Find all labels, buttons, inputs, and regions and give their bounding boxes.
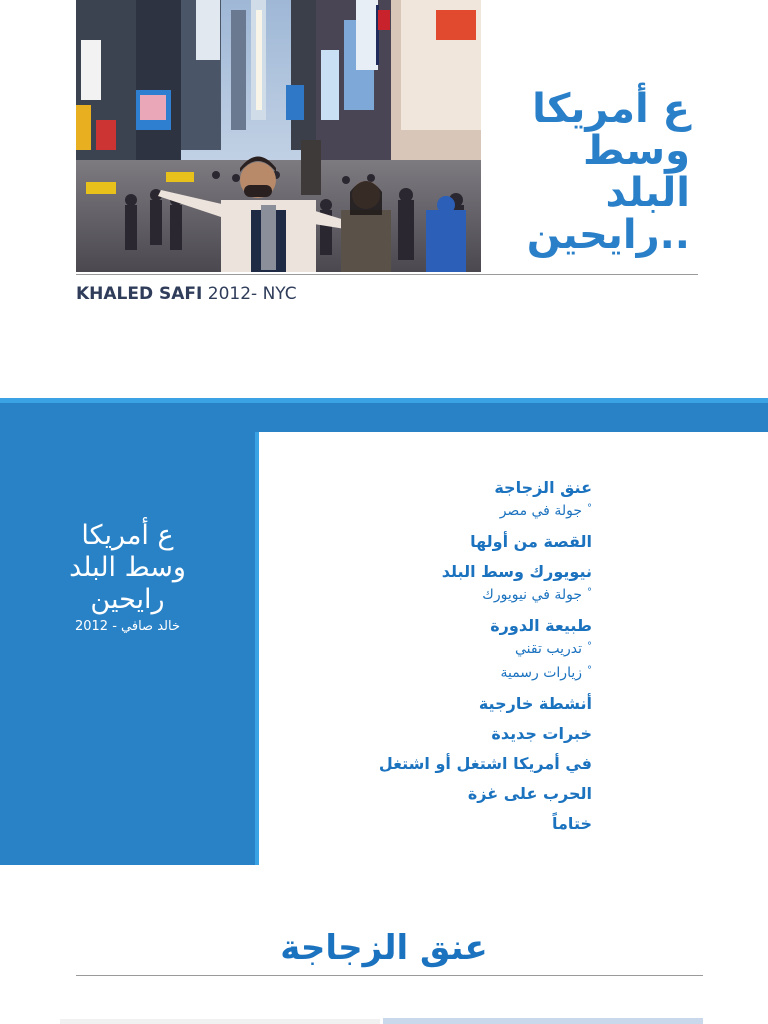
bullet-icon: ° xyxy=(587,641,592,652)
toc-panel-title-line: وسط البلد xyxy=(69,552,186,583)
toc-subentry-label: تدريب تقني xyxy=(515,641,582,657)
cover-divider xyxy=(76,274,698,275)
cover-title-line: وسط xyxy=(582,128,690,174)
toc-entry[interactable]: عنق الزجاجة xyxy=(494,478,592,497)
toc-entry[interactable]: القصة من أولها xyxy=(470,532,592,551)
toc-side-panel-edge xyxy=(255,432,259,865)
cover-title-line: البلد xyxy=(605,170,690,216)
bullet-icon: ° xyxy=(587,665,592,676)
toc-subentry-label: زيارات رسمية xyxy=(500,665,582,681)
toc-entry[interactable]: نيويورك وسط البلد xyxy=(441,562,592,581)
toc-side-panel xyxy=(0,432,255,865)
bullet-icon: ° xyxy=(587,503,592,514)
toc-entry[interactable]: ختاماً xyxy=(552,814,592,833)
author-name: KHALED SAFI xyxy=(76,284,203,304)
cover-photo xyxy=(76,0,481,272)
cover-title-line: ع أمريكا xyxy=(532,86,690,132)
toc-entry[interactable]: في أمريكا اشتغل أو اشتغل xyxy=(378,754,592,773)
toc-panel-subtitle: خالد صافي - 2012 xyxy=(74,619,180,634)
toc-panel-title xyxy=(0,520,255,616)
toc-subentry-label: جولة في نيويورك xyxy=(482,587,582,603)
accent-band xyxy=(0,398,768,432)
toc-subentry[interactable] xyxy=(300,582,592,606)
toc-subentry[interactable] xyxy=(300,636,592,660)
toc-entry[interactable]: خبرات جديدة xyxy=(491,724,592,743)
section-title: عنق الزجاجة xyxy=(280,928,488,968)
table-of-contents xyxy=(300,478,592,834)
toc-entry[interactable]: طبيعة الدورة xyxy=(490,616,592,635)
section-divider xyxy=(76,975,703,976)
cover-title xyxy=(490,88,690,256)
next-page-shadow xyxy=(60,1019,380,1024)
author-info: 2012- NYC xyxy=(202,284,297,304)
toc-subentry[interactable] xyxy=(300,498,592,522)
bullet-icon: ° xyxy=(587,587,592,598)
toc-subentry-label: جولة في مصر xyxy=(499,503,582,519)
toc-panel-title-line: ع أمريكا xyxy=(81,520,174,551)
author-line xyxy=(76,284,297,304)
toc-subentry[interactable] xyxy=(300,660,592,684)
toc-panel-title-line: رايحين xyxy=(90,584,165,615)
next-page-image-edge xyxy=(383,1018,703,1024)
cover-title-line: ..رايحين xyxy=(526,212,690,258)
toc-entry[interactable]: الحرب على غزة xyxy=(467,784,592,803)
toc-entry[interactable]: أنشطة خارجية xyxy=(478,694,592,713)
